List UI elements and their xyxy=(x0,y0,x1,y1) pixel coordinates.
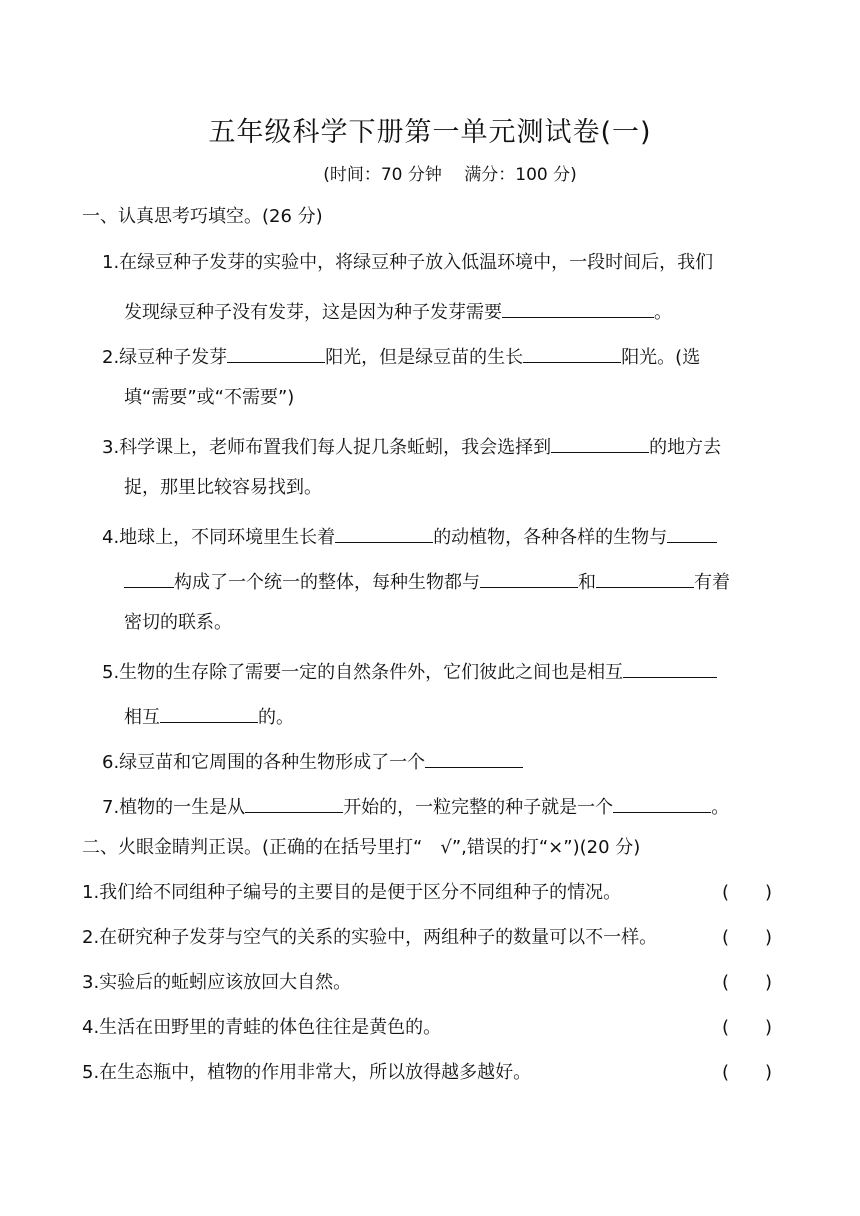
answer-parentheses[interactable]: ( ) xyxy=(722,1062,773,1083)
question-5-line-1: 5.生物的生存除了需要一定的自然条件外，它们彼此之间也是相互 xyxy=(102,659,717,682)
answer-blank[interactable] xyxy=(480,569,578,588)
page-subtitle: (时间：70 分钟 满分：100 分) xyxy=(323,165,577,185)
answer-parentheses[interactable]: ( ) xyxy=(722,972,773,993)
answer-blank[interactable] xyxy=(613,794,711,813)
judge-item-5: 5.在生态瓶中，植物的作用非常大，所以放得越多越好。 xyxy=(82,1062,532,1083)
question-6-line-1: 6.绿豆苗和它周围的各种生物形成了一个 xyxy=(102,749,523,772)
judge-item-1: 1.我们给不同组种子编号的主要目的是便于区分不同组种子的情况。 xyxy=(82,882,622,903)
answer-blank[interactable] xyxy=(502,299,654,318)
answer-parentheses[interactable]: ( ) xyxy=(722,882,773,903)
question-4-line-1: 4.地球上，不同环境里生长着 的动植物，各种各样的生物与 xyxy=(102,524,717,547)
question-3-line-2: 捉，那里比较容易找到。 xyxy=(124,477,322,498)
page-title: 五年级科学下册第一单元测试卷(一) xyxy=(208,117,652,148)
answer-blank[interactable] xyxy=(623,659,717,678)
answer-blank[interactable] xyxy=(335,524,433,543)
section-1-heading: 一、认真思考巧填空。(26 分) xyxy=(82,206,323,227)
question-4-line-2: 构成了一个统一的整体，每种生物都与 和 有着 xyxy=(124,569,730,592)
answer-blank[interactable] xyxy=(596,569,694,588)
answer-parentheses[interactable]: ( ) xyxy=(722,1017,773,1038)
question-5-line-2: 相互 的。 xyxy=(124,704,294,727)
question-7-line-1: 7.植物的一生是从 开始的，一粒完整的种子就是一个 。 xyxy=(102,794,729,817)
judge-item-2: 2.在研究种子发芽与空气的关系的实验中，两组种子的数量可以不一样。 xyxy=(82,927,658,948)
question-1-line-2: 发现绿豆种子没有发芽，这是因为种子发芽需要 。 xyxy=(124,299,672,322)
judge-item-4: 4.生活在田野里的青蛙的体色往往是黄色的。 xyxy=(82,1017,442,1038)
question-2-line-1: 2.绿豆种子发芽 阳光，但是绿豆苗的生长 阳光。(选 xyxy=(102,344,700,367)
answer-parentheses[interactable]: ( ) xyxy=(722,927,773,948)
question-2-line-2: 填“需要”或“不需要”) xyxy=(124,387,295,408)
question-3-line-1: 3.科学课上，老师布置我们每人捉几条蚯蚓，我会选择到 的地方去 xyxy=(102,434,721,457)
answer-blank[interactable] xyxy=(160,704,258,723)
judge-item-3: 3.实验后的蚯蚓应该放回大自然。 xyxy=(82,972,352,993)
question-1-line-1: 1.在绿豆种子发芽的实验中，将绿豆种子放入低温环境中，一段时间后，我们 xyxy=(102,252,714,273)
answer-blank[interactable] xyxy=(245,794,343,813)
answer-blank[interactable] xyxy=(551,434,649,453)
answer-blank[interactable] xyxy=(523,344,621,363)
answer-blank[interactable] xyxy=(667,524,717,543)
answer-blank[interactable] xyxy=(124,569,174,588)
section-2-heading: 二、火眼金睛判正误。(正确的在括号里打“ √”,错误的打“×”)(20 分) xyxy=(82,837,641,858)
answer-blank[interactable] xyxy=(425,749,523,768)
question-4-line-3: 密切的联系。 xyxy=(124,612,232,633)
answer-blank[interactable] xyxy=(227,344,325,363)
